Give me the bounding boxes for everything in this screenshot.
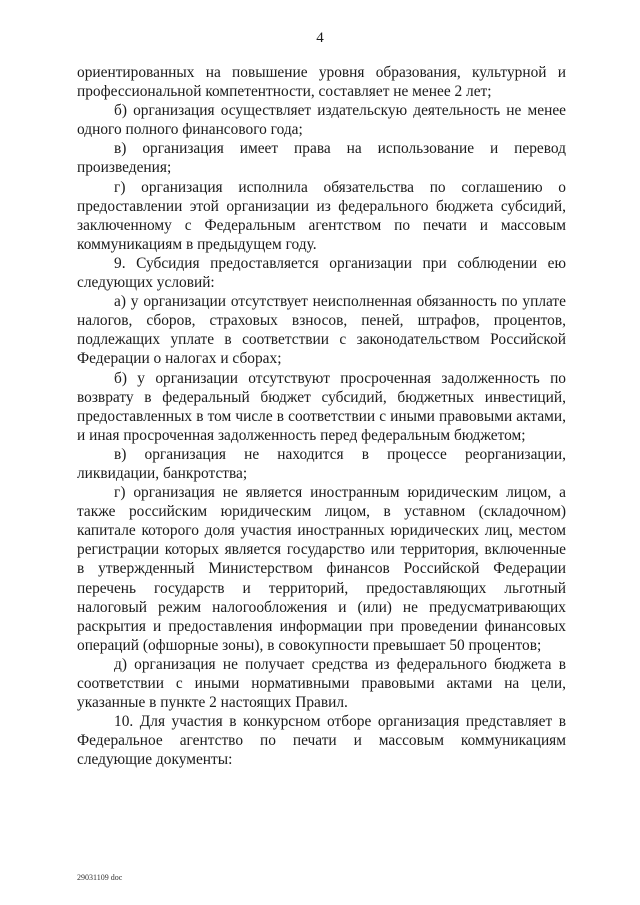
paragraph-item-b-publishing: б) организация осуществляет издательскую деятельность не менее одного полного финансового года; [77,102,566,139]
footer-file-reference: 29031109 doc [77,873,123,882]
paragraph-item-d-funds: д) организация не получает средства из федерального бюджета в соответствии с иными нормативными правовыми актами на цели, указанные в пункте 2 настоящих Правил. [77,655,566,712]
paragraph-item-a-taxes: а) у организации отсутствует неисполненная обязанность по уплате налогов, сборов, страховых взносов, пеней, штрафов, процентов, подлежащих уплате в соответствии с законодательством Российской Федерации о налогах и сборах; [77,293,566,368]
paragraph-item-g-obligations: г) организация исполнила обязательства по соглашению о предоставлении этой организации из федерального бюджета субсидий, заключенному с Федеральным агентством по печати и массовым коммуникациям в предыдущем году. [77,178,566,253]
paragraph-clause-9: 9. Субсидия предоставляется организации при соблюдении ею следующих условий: [77,254,566,292]
paragraph-item-b-debt: б) у организации отсутствуют просроченная задолженность по возврату в федеральный бюджет субсидий, бюджетных инвестиций, предоставленных в том числе в соответствии с иными правовыми актами, и иная просроченная задолженность перед федеральным бюджетом; [77,369,566,444]
document-body [77,63,566,769]
paragraph-clause-10: 10. Для участия в конкурсном отборе организация представляет в Федеральное агентство по печати и массовым коммуникациям следующие документы: [77,713,566,769]
paragraph-continuation: ориентированных на повышение уровня образования, культурной и профессиональной компетентности, составляет не менее 2 лет; [77,64,566,101]
paragraph-item-g-foreign-entity: г) организация не является иностранным юридическим лицом, а также российским юридическим лицом, в уставном (складочном) капитале которого доля участия иностранных юридических лиц, местом регистрации которых является государство или территория, включенные в утвержденный Министерством финансов Российской Федерации перечень государств и территорий, предоставляющих льготный налоговый режим налогообложения и (или) не предусматривающих раскрытия и предоставления информации при проведении финансовых операций (офшорные зоны), в совокупности превышает 50 процентов; [77,484,566,654]
paragraph-item-v-rights: в) организация имеет права на использование и перевод произведения; [77,140,566,177]
paragraph-item-v-reorganization: в) организация не находится в процессе реорганизации, ликвидации, банкротства; [77,445,566,482]
page-number: 4 [316,30,324,46]
